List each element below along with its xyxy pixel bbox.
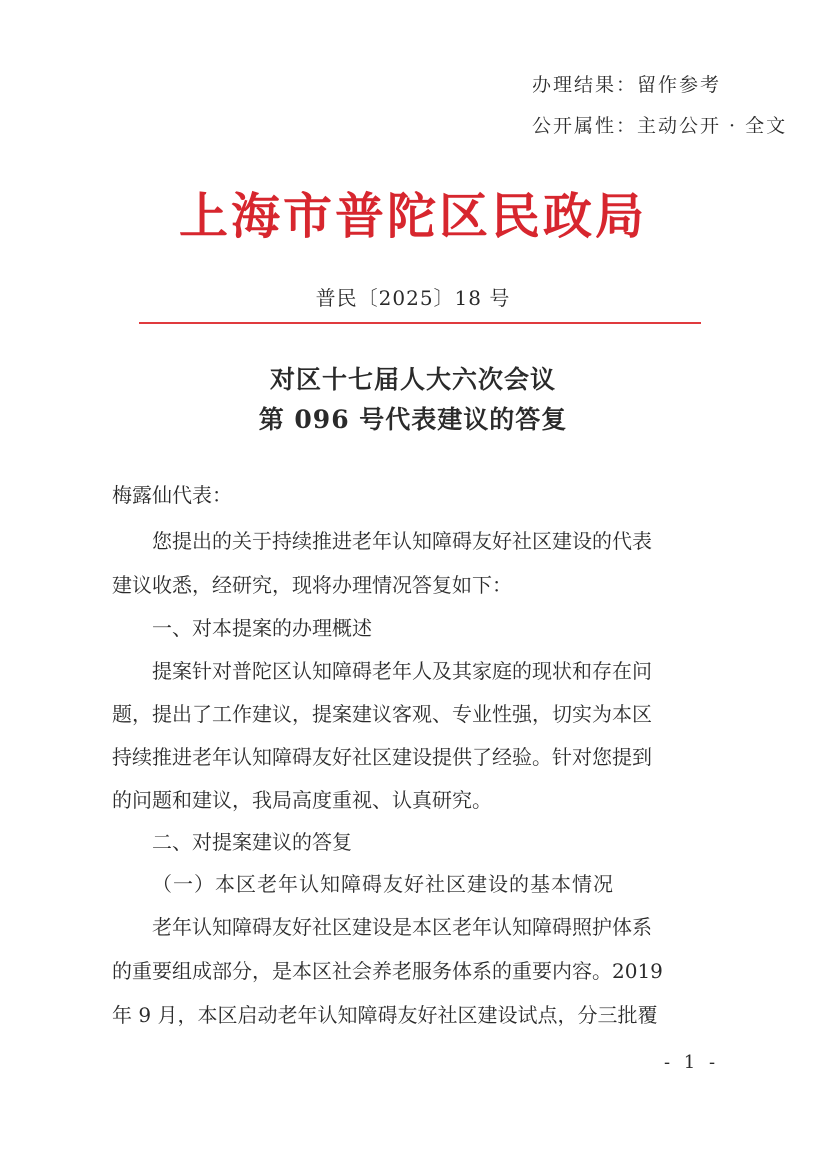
agency-header: 上海市普陀区民政局 [178, 187, 647, 245]
document-number: 普民〔2025〕18 号 [315, 286, 511, 310]
body-line: 的问题和建议，我局高度重视、认真研究。 [112, 788, 492, 812]
body-line: 的重要组成部分，是本区社会养老服务体系的重要内容。2019 [112, 959, 663, 983]
body-line: 您提出的关于持续推进老年认知障碍友好社区建设的代表 [152, 529, 652, 553]
document-title-line-1: 对区十七届人大六次会议 [269, 365, 556, 394]
body-line: 提案针对普陀区认知障碍老年人及其家庭的现状和存在问 [152, 659, 652, 683]
salutation: 梅露仙代表： [112, 483, 232, 507]
page-number: - 1 - [664, 1052, 720, 1073]
body-line: 年 9 月，本区启动老年认知障碍友好社区建设试点，分三批覆 [112, 1003, 658, 1027]
handling-result: 办理结果：留作参考 [532, 74, 722, 96]
section-heading-1: 一、对本提案的办理概述 [152, 616, 372, 640]
document-title-line-2: 第 096 号代表建议的答复 [258, 405, 568, 434]
body-line: 持续推进老年认知障碍友好社区建设提供了经验。针对您提到 [112, 745, 652, 769]
red-divider [139, 322, 701, 324]
subsection-heading: （一）本区老年认知障碍友好社区建设的基本情况 [152, 872, 614, 896]
body-line: 老年认知障碍友好社区建设是本区老年认知障碍照护体系 [152, 915, 652, 939]
section-heading-2: 二、对提案建议的答复 [152, 830, 352, 854]
disclosure-attribute: 公开属性：主动公开 · 全文 [532, 115, 788, 137]
body-line: 题，提出了工作建议，提案建议客观、专业性强，切实为本区 [112, 702, 652, 726]
body-line: 建议收悉，经研究，现将办理情况答复如下： [112, 573, 512, 597]
